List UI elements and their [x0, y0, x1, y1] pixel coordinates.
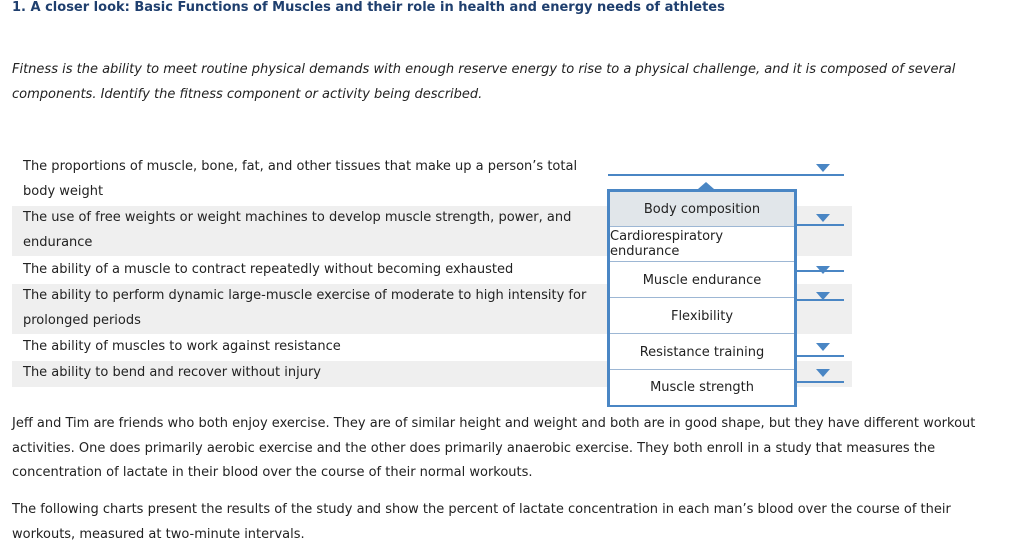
answer-select-1[interactable] [608, 174, 844, 176]
option-muscle-endurance[interactable]: Muscle endurance [610, 263, 794, 298]
option-resistance-training[interactable]: Resistance training [610, 335, 794, 370]
dropdown-caret-icon [698, 182, 714, 189]
answer-dropdown-menu [607, 189, 797, 407]
row-description: The proportions of muscle, bone, fat, and other tissues that make up a person’s total body weight [23, 159, 578, 199]
row-description: The ability of a muscle to contract repeatedly without becoming exhausted [23, 262, 514, 277]
row-description: The use of free weights or weight machines to develop muscle strength, power, and endurance [23, 210, 572, 250]
chevron-down-icon[interactable] [816, 266, 830, 274]
option-muscle-strength[interactable]: Muscle strength [610, 370, 794, 405]
row-description: The ability to bend and recover without injury [23, 365, 322, 380]
option-body-composition[interactable]: Body composition [610, 192, 794, 227]
question-title: 1. A closer look: Basic Functions of Muscles and their role in health and energy needs of athletes [12, 0, 725, 15]
option-flexibility[interactable]: Flexibility [610, 299, 794, 334]
scenario-paragraph-2: The following charts present the results of the study and show the percent of lactate concentration in each man’s blood over the course of their workouts, measured at two-minute intervals. [12, 502, 951, 542]
chevron-down-icon[interactable] [816, 343, 830, 351]
chevron-down-icon[interactable] [816, 292, 830, 300]
row-description: The ability of muscles to work against resistance [23, 339, 341, 354]
chevron-down-icon[interactable] [816, 369, 830, 377]
scenario-paragraph-1: Jeff and Tim are friends who both enjoy exercise. They are of similar height and weight and both are in good shape, but they have different workout activities. One does primarily aerobic exercise and the other does primarily anaerobic exercise. They both enroll in a study that measures the concentration of lactate in their blood over the course of their normal workouts. [12, 416, 976, 480]
row-description: The ability to perform dynamic large-muscle exercise of moderate to high intensity for prolonged periods [23, 288, 587, 328]
question-intro: Fitness is the ability to meet routine physical demands with enough reserve energy to rise to a physical challenge, and it is composed of several components. Identify the fitness component or activity being described. [12, 62, 956, 102]
chevron-down-icon[interactable] [816, 164, 830, 172]
chevron-down-icon[interactable] [816, 214, 830, 222]
option-cardiorespiratory-endurance[interactable]: Cardiorespiratory endurance [610, 227, 794, 262]
